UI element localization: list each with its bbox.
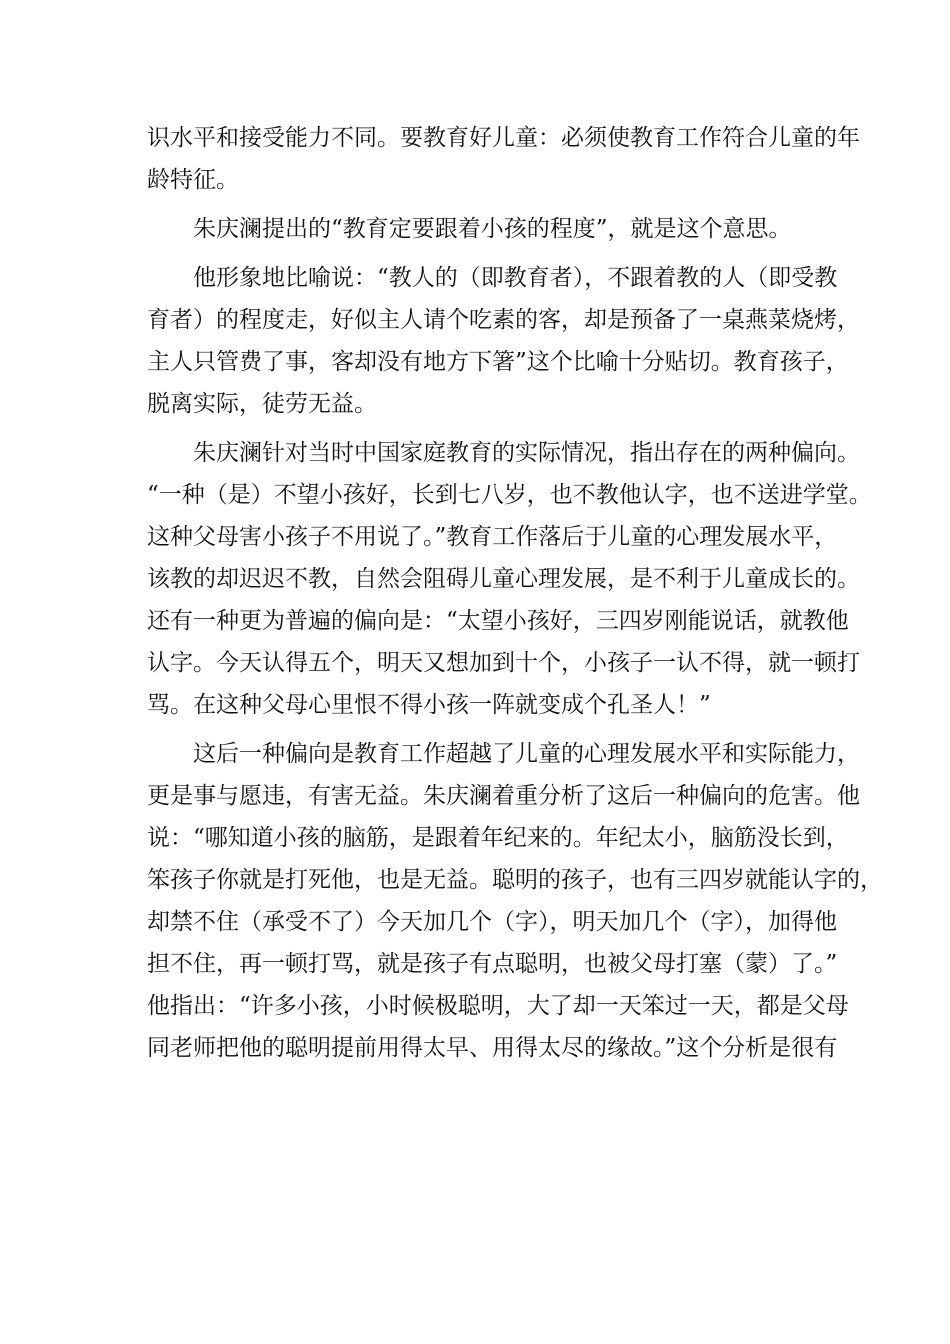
text-line: “一种（是）不望小孩好，长到七八岁，也不教他认字，也不送进学堂。	[147, 482, 872, 508]
text-line: 认字。今天认得五个，明天又想加到十个，小孩子一认不得，就一顿打	[147, 650, 860, 676]
text-line: 该教的却迟迟不教，自然会阻碍儿童心理发展，是不利于儿童成长的。	[147, 566, 860, 592]
text-line: 他形象地比喻说：“教人的（即教育者），不跟着教的人（即受教	[193, 265, 838, 291]
text-line: 同老师把他的聪明提前用得太早、用得太尽的缘故。”这个分析是很有	[147, 1035, 838, 1061]
paragraph	[147, 208, 812, 250]
paragraph	[147, 117, 860, 201]
text-line: 脱离实际，徒劳无益。	[147, 391, 377, 417]
text-line: 主人只管费了事，客却没有地方下箸”这个比喻十分贴切。教育孩子，	[147, 349, 849, 375]
text-line: 这后一种偏向是教育工作超越了儿童的心理发展水平和实际能力，	[193, 741, 860, 767]
text-line: 说：“哪知道小孩的脑筋，是跟着年纪来的。年纪太小，脑筋没长到，	[147, 825, 849, 851]
text-line: 还有一种更为普遍的偏向是：“太望小孩好，三四岁刚能说话，就教他	[147, 608, 849, 634]
paragraph	[147, 733, 883, 1069]
text-line: 朱庆澜针对当时中国家庭教育的实际情况，指出存在的两种偏向。	[193, 440, 860, 466]
body-text	[147, 117, 883, 1069]
text-line: 骂。在这种父母心里恨不得小孩一阵就变成个孔圣人！”	[147, 692, 711, 718]
text-line: 却禁不住（承受不了）今天加几个（字），明天加几个（字），加得他	[147, 909, 837, 935]
text-line: 育者）的程度走，好似主人请个吃素的客，却是预备了一桌燕菜烧烤，	[147, 307, 860, 333]
paragraph	[147, 257, 860, 425]
text-line: 笨孩子你就是打死他，也是无益。聪明的孩子，也有三四岁就能认字的，	[147, 867, 883, 893]
text-line: 识水平和接受能力不同。要教育好儿童：必须使教育工作符合儿童的年	[147, 125, 860, 151]
text-line: 这种父母害小孩子不用说了。”教育工作落后于儿童的心理发展水平，	[147, 524, 838, 550]
text-line: 朱庆澜提出的“教育定要跟着小孩的程度”，就是这个意思。	[193, 216, 792, 242]
text-line: 担不住，再一顿打骂，就是孩子有点聪明，也被父母打塞（蒙）了。”	[147, 951, 838, 977]
paragraph	[147, 432, 872, 726]
text-line: 他指出：“许多小孩，小时候极聪明，大了却一天笨过一天，都是父母	[147, 993, 849, 1019]
text-line: 更是事与愿违，有害无益。朱庆澜着重分析了这后一种偏向的危害。他	[147, 783, 860, 809]
text-line: 龄特征。	[147, 167, 239, 193]
